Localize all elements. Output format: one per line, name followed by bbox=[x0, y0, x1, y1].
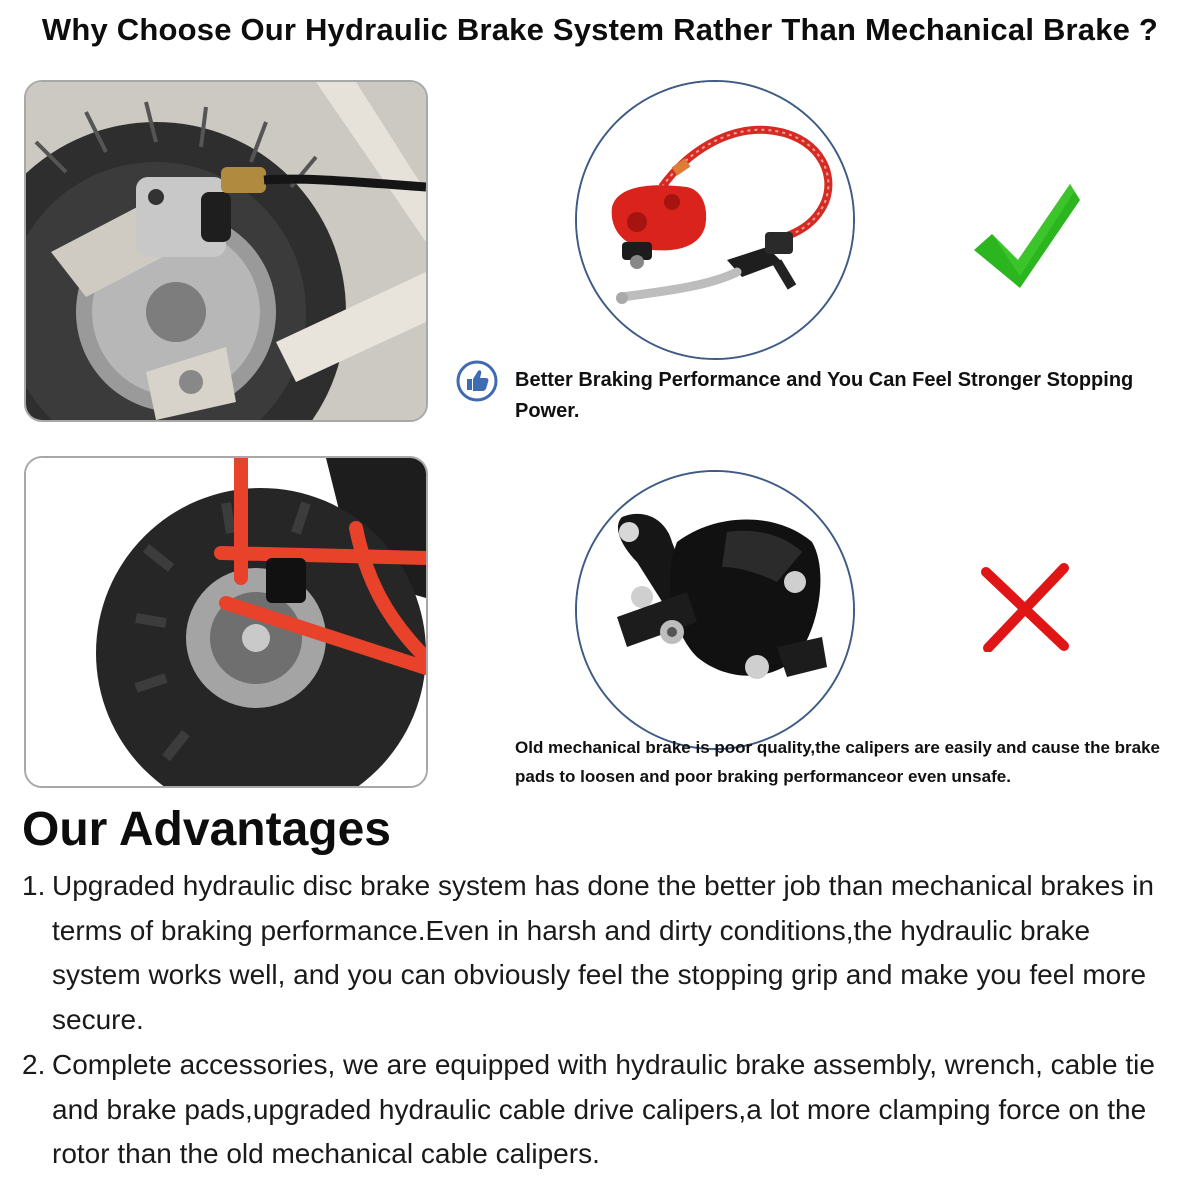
thumbs-up-icon bbox=[456, 360, 498, 407]
list-item bbox=[22, 1043, 1182, 1177]
advantages-list bbox=[22, 864, 1182, 1177]
mechanical-caption: Old mechanical brake is poor quality,the calipers are easily and cause the brake pads to loosen and poor braking performanceor even unsafe. bbox=[515, 738, 1161, 786]
hydraulic-caption: Better Braking Performance and You Can Feel Stronger Stopping Power. bbox=[515, 369, 1134, 422]
hydraulic-brake-installed-photo bbox=[24, 80, 428, 422]
list-item bbox=[22, 864, 1182, 1043]
mechanical-brake-installed-photo bbox=[24, 456, 428, 788]
list-item-number: 2. bbox=[22, 1048, 46, 1080]
advantages-heading: Our Advantages bbox=[22, 803, 391, 856]
list-item-number: 1. bbox=[22, 870, 46, 901]
hydraulic-brake-kit-image bbox=[575, 80, 855, 360]
red-cross-icon bbox=[980, 562, 1070, 657]
green-check-icon bbox=[970, 180, 1082, 297]
list-item-text: Complete accessories, we are equipped with hydraulic brake assembly, wrench, cable tie and brake pads,upgraded hydraulic cable drive calipers,a lot more clamping force on the rotor than the old mechanical cable calipers. bbox=[52, 1048, 1155, 1170]
list-item-text: Upgraded hydraulic disc brake system has done the better job than mechanical brakes in terms of braking performance.Even in harsh and dirty conditions,the hydraulic brake system works well, and you can obviously feel the stopping grip and make you feel more secure. bbox=[52, 870, 1154, 1036]
mechanical-caliper-image bbox=[575, 470, 855, 750]
page-title: Why Choose Our Hydraulic Brake System Rather Than Mechanical Brake ? bbox=[41, 12, 1159, 47]
